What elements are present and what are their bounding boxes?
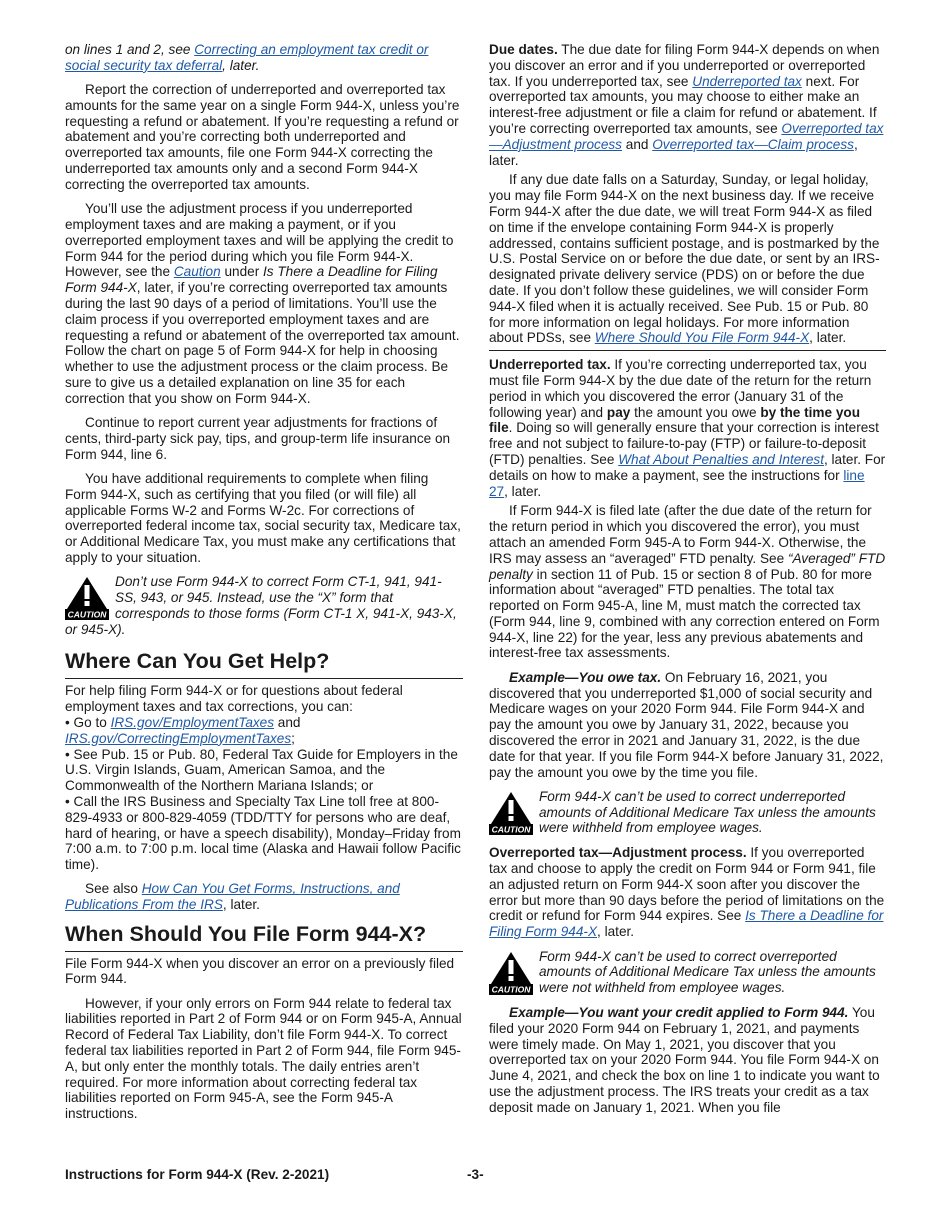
- continuation-paragraph: on lines 1 and 2, see Correcting an employment tax credit or social security tax deferral, later.: [65, 42, 429, 73]
- caution-text: Don’t use Form 944-X to correct Form CT-1, 941, 941-SS, 943, or 945. Instead, use the “X” form that corresponds to those forms (Form CT-1 X, 941-X, 943-X, or 945-X).: [65, 574, 457, 637]
- bullet-irs-gov: • Go to IRS.gov/EmploymentTaxes and IRS.gov/CorrectingEmploymentTaxes;: [65, 715, 463, 747]
- example-credit-applied: Example—You want your credit applied to Form 944. You filed your 2020 Form 944 on February 1, 2021, and payments were timely made. On May 1, 2021, you discover that you overreported tax on your 2020 Form 944. You file Form 944-X on June 4, 2021, and check the box on line 1 to indicate you want to use the adjustment process. The IRS treats your credit as a tax deposit made on January 1, 2021. When you file: [489, 1004, 880, 1115]
- link-correcting-credit[interactable]: Correcting an employment tax credit or social security tax deferral: [65, 42, 429, 73]
- link-underreported-tax[interactable]: Underreported tax: [692, 73, 802, 89]
- link-irs-correcting[interactable]: IRS.gov/CorrectingEmploymentTaxes: [65, 730, 292, 746]
- caution-note: [65, 574, 463, 637]
- bullet-phone: • Call the IRS Business and Specialty Tax Line toll free at 800-829-4933 or 800-829-4059 (TDD/TTY for persons who are deaf, hard of hearing, or have a speech disability), Monday–Friday from 7:00 a.m. to 7:00 p.m. local time (Alaska and Hawaii follow Pacific time).: [65, 794, 463, 873]
- heading-when-file: When Should You File Form 944-X?: [65, 922, 463, 952]
- paragraph-single-form: Report the correction of underreported and overreported tax amounts for the same year on a single Form 944-X, unless you’re requesting a refund or abatement. If you’re requesting a refund or abatement and you’re correcting both underreported and overreported tax amounts, file one Form 944-X correcting the underreported tax amounts only and a second Form 944-X correcting the overreported tax amounts.: [65, 82, 460, 192]
- svg-text:CAUTION: CAUTION: [491, 984, 531, 995]
- link-line-27[interactable]: line 27: [489, 467, 865, 499]
- caution-text: Form 944-X can’t be used to correct underreported amounts of Additional Medicare Tax unless the amounts were withheld from employee wages.: [539, 788, 876, 836]
- see-also: See also How Can You Get Forms, Instructions, and Publications From the IRS, later.: [65, 881, 400, 913]
- page-footer: [65, 1167, 886, 1183]
- link-caution[interactable]: Caution: [173, 264, 221, 280]
- link-overreported-adjustment[interactable]: Overreported tax—Adjustment process: [489, 120, 884, 152]
- footer-title: Instructions for Form 944-X (Rev. 2-2021): [65, 1167, 330, 1182]
- caution-text: Form 944-X can’t be used to correct overreported amounts of Additional Medicare Tax unless the amounts were not withheld from employee wages.: [539, 948, 876, 996]
- link-overreported-claim[interactable]: Overreported tax—Claim process: [652, 136, 854, 152]
- caution-icon: [489, 791, 533, 835]
- paragraph-adjustment-process: You’ll use the adjustment process if you underreported employment taxes and are making a payment, or if you overreported employment taxes and will be applying the credit to Form 944 for the period during which you file Form 944-X. However, see the Caution under Is There a Deadline for Filing Form 944-X, later, if you’re correcting overreported tax amounts during the last 90 days of a period of limitations. You’ll use the claim process if you overreported employment taxes and are requesting a refund or abatement of the overreported tax amount. Follow the chart on page 5 of Form 944-X for help in choosing whether to use the adjustment process or the claim process. Be sure to give us a detailed explanation on line 35 for each correction that you show on Form 944-X.: [65, 201, 460, 406]
- underreported-paragraph: Underreported tax. If you’re correcting underreported tax, you must file Form 944-X by the due date of the return for the return period in which you discovered the error (January 31 of the following year) and pay the amount you owe by the time you file. Doing so will generally ensure that your correction is interest free and not subject to failure-to-pay (FTP) or failure-to-deposit (FTD) penalties. See What About Penalties and Interest, later. For details on how to make a payment, see the instructions for line 27, later.: [489, 357, 886, 499]
- when-paragraph-1: File Form 944-X when you discover an error on a previously filed Form 944.: [65, 955, 455, 987]
- holiday-paragraph: If any due date falls on a Saturday, Sunday, or legal holiday, you may file Form 944-X on the next business day. If we receive Form 944-X after the due date, we will treat Form 944-X as filed on time if the envelope containing Form 944-X is properly addressed, contains sufficient postage, and is postmarked by the U.S. Postal Service on or before the due date, or sent by an IRS-designated private delivery service (PDS) on or before the due date. If you don’t follow these guidelines, we will consider Form 944-X filed when it is actually received. See Pub. 15 or Pub. 80 for more information on legal holidays. For more information about PDSs, see Where Should You File Form 944-X, later.: [489, 172, 880, 346]
- caution-icon: [65, 576, 109, 620]
- example-owe-tax: Example—You owe tax. On February 16, 2021, you discovered that you underreported $1,000 of social security and Medicare wages on your 2020 Form 944. File Form 944-X and pay the amount you owe by January 31, 2022, because you discovered the error in 2021 and January 31, 2022, is the due date for that year. If you file Form 944-X before January 31, 2022, pay the amount you owe by the time you file.: [489, 669, 884, 780]
- link-deadline[interactable]: Is There a Deadline for Filing Form 944-X: [489, 908, 884, 940]
- overreported-adjustment-paragraph: Overreported tax—Adjustment process. If you overreported tax and choose to apply the credit on Form 944 or Form 941, file an adjusted return on Form 944-X soon after you discover the error but more than 90 days before the period of limitations on the credit or refund for Form 944 expires. See Is There a Deadline for Filing Form 944-X, later.: [489, 845, 885, 940]
- late-filing-paragraph: If Form 944-X is filed late (after the due date of the return for the return period in which you discovered the error), you must attach an amended Form 945-A to Form 944-X. Otherwise, the IRS may assess an “averaged” FTD penalty. See “Averaged” FTD penalty in section 11 of Pub. 15 or section 8 of Pub. 80 for more information about “averaged” FTD penalties. The total tax reported on Form 945-A, line M, must match the corrected tax (Form 944, line 9, combined with any correction entered on Form 944-X, line 22) for the year, less any previous abatements and interest-free tax assessments.: [489, 503, 886, 661]
- help-intro: For help filing Form 944-X or for questions about federal employment taxes and tax corrections, you can:: [65, 683, 403, 715]
- link-where-file[interactable]: Where Should You File Form 944-X: [594, 330, 810, 346]
- right-column: [489, 42, 886, 1124]
- svg-text:CAUTION: CAUTION: [67, 609, 107, 620]
- due-dates-paragraph: Due dates. The due date for filing Form 944-X depends on when you discover an error and if you underreported or overreported tax. If you underreported tax, see Underreported tax next. For overreported tax amounts, you may choose to either make an interest-free adjustment or file a claim for refund or abatement. If you’re correcting overreported tax amounts, see Overreported tax—Adjustment process and Overreported tax—Claim process, later.: [489, 42, 884, 168]
- link-penalties-interest[interactable]: What About Penalties and Interest: [618, 451, 824, 467]
- heading-where-help: Where Can You Get Help?: [65, 649, 463, 679]
- section-divider: [489, 350, 886, 351]
- bullet-pub15: • See Pub. 15 or Pub. 80, Federal Tax Guide for Employers in the U.S. Virgin Islands, Guam, American Samoa, and the Commonwealth of the Northern Mariana Islands; or: [65, 747, 463, 794]
- caution-icon: [489, 951, 533, 995]
- left-column: [65, 42, 463, 1131]
- paragraph-additional-requirements: You have additional requirements to complete when filing Form 944-X, such as certifying that you filed (or will file) all applicable Forms W-2 and Forms W-2c. For corrections of overreported federal income tax, social security tax, Medicare tax, or Additional Medicare Tax, you must make any certifications that apply to your situation.: [65, 470, 461, 565]
- link-irs-employment-taxes[interactable]: IRS.gov/EmploymentTaxes: [110, 714, 275, 730]
- svg-text:CAUTION: CAUTION: [491, 824, 531, 835]
- link-get-forms[interactable]: How Can You Get Forms, Instructions, and Publications From the IRS: [65, 881, 400, 913]
- paragraph-current-year: Continue to report current year adjustments for fractions of cents, third-party sick pay, tips, and group-term life insurance on Form 944, line 6.: [65, 415, 451, 462]
- when-paragraph-2: However, if your only errors on Form 944 relate to federal tax liabilities reported in Part 2 of Form 944 or on Form 945-A, Annual Record of Federal Tax Liability, don’t file Form 944-X. To correct federal tax liabilities reported in Part 2 of Form 944, file Form 945-A, but only enter the monthly totals. The daily entries aren’t required. For more information about correcting federal tax liabilities reported on Form 945-A, see the Form 945-A instructions.: [65, 995, 462, 1122]
- caution-note: [489, 789, 886, 836]
- page-number: -3-: [467, 1167, 484, 1182]
- caution-note: [489, 949, 886, 996]
